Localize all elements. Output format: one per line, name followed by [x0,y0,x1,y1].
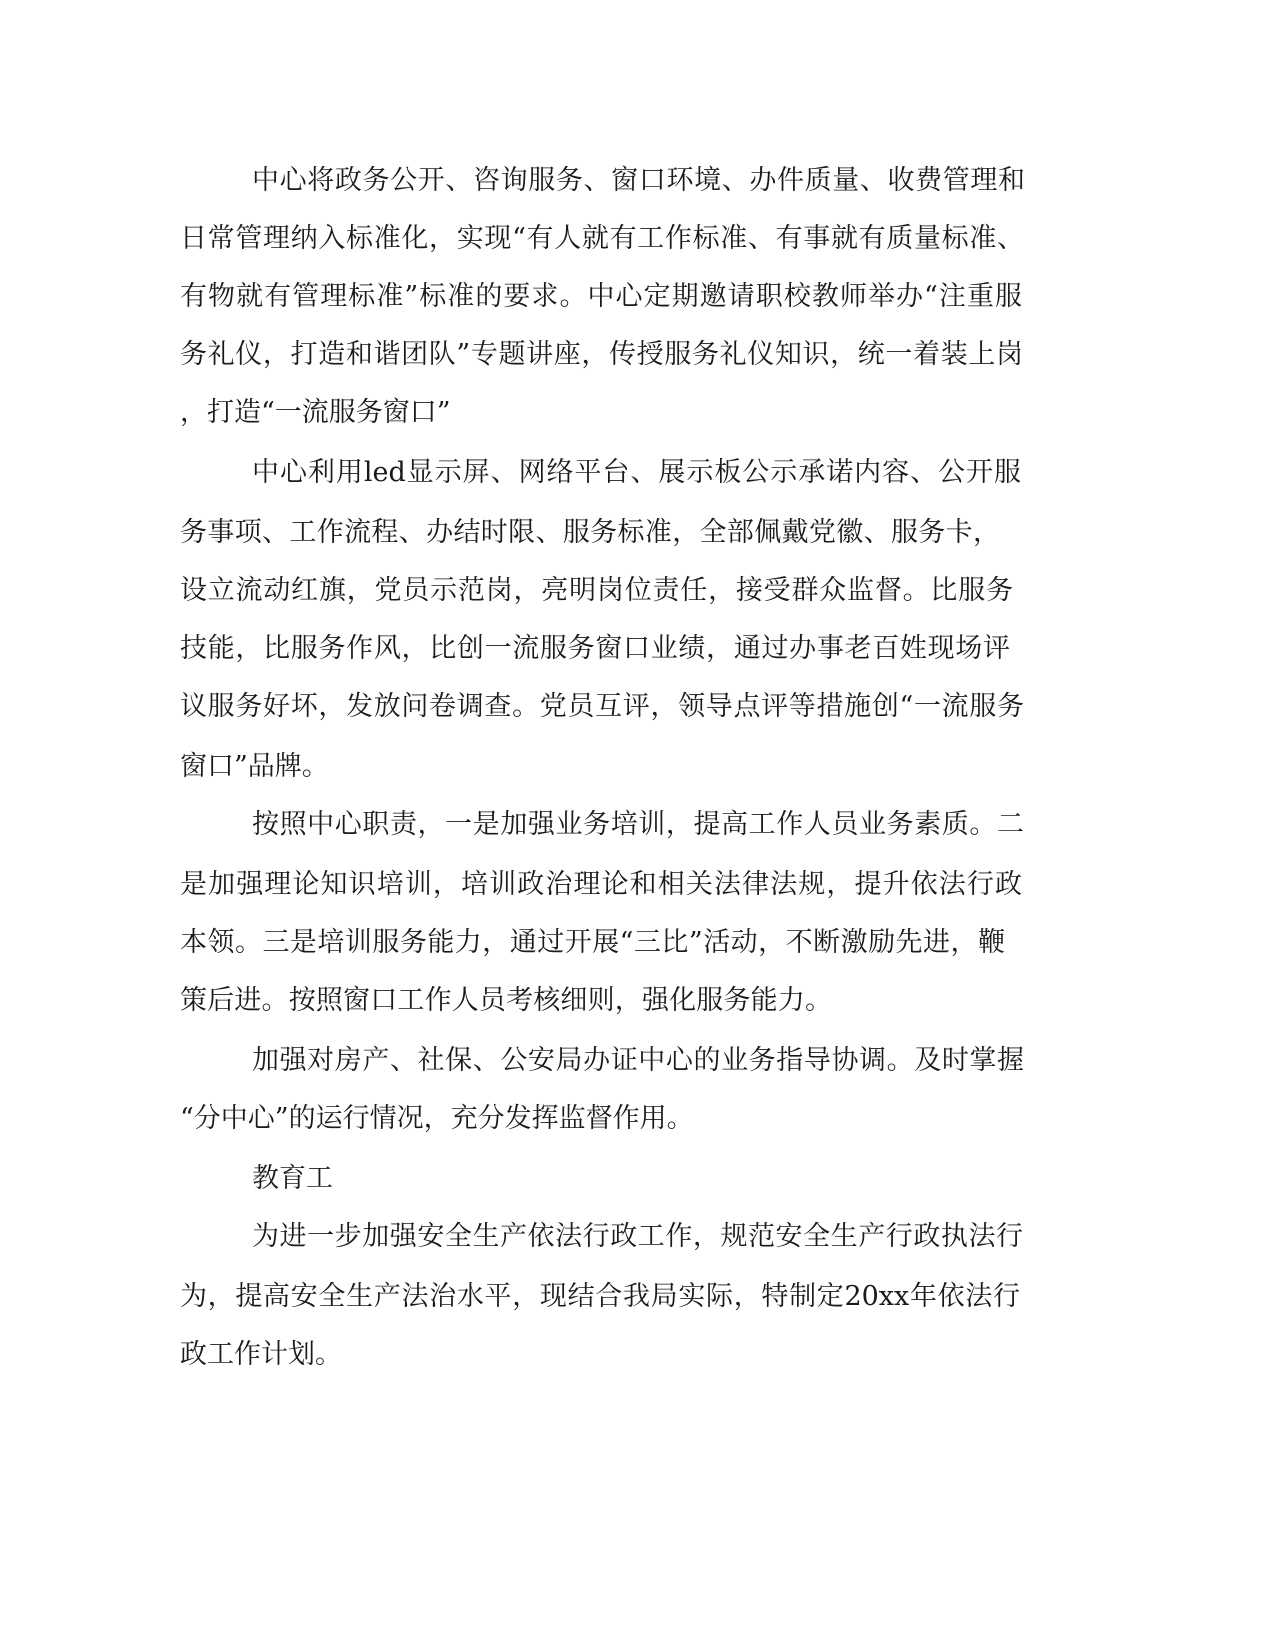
text-line-content: 本领。三是培训服务能力，通过开展“三比”活动，不断激励先进，鞭 [180,927,1005,958]
text-line [0,210,1275,268]
text-line [0,1268,1275,1326]
text-line [0,1326,1275,1384]
text-line-content: 务礼仪，打造和谐团队”专题讲座，传授服务礼仪知识，统一着装上岗 [180,339,1023,370]
text-line [0,738,1275,796]
text-line-content: 是加强理论知识培训，培训政治理论和相关法律法规，提升依法行政 [180,869,1022,900]
text-line-content: ，打造“一流服务窗口” [180,397,451,428]
text-line-content: 按照中心职责，一是加强业务培训，提高工作人员业务素质。二 [252,809,1024,840]
text-line-content: 为，提高安全生产法治水平，现结合我局实际，特制定20xx年依法行 [180,1281,1020,1312]
text-line [0,1208,1275,1266]
text-line [0,1090,1275,1148]
text-line-content: 教育工 [252,1163,333,1194]
text-line [0,384,1275,442]
text-line-content: 技能，比服务作风，比创一流服务窗口业绩，通过办事老百姓现场评 [180,633,1010,664]
text-line [0,152,1275,210]
text-line-content: 为进一步加强安全生产依法行政工作，规范安全生产行政执法行 [252,1221,1023,1252]
text-line [0,268,1275,326]
text-line-content: 加强对房产、社保、公安局办证中心的业务指导协调。及时掌握 [252,1045,1024,1076]
text-line [0,856,1275,914]
text-line-content: 议服务好坏，发放问卷调查。党员互评，领导点评等措施创“一流服务 [180,691,1024,722]
text-line [0,562,1275,620]
text-line [0,504,1275,562]
text-line-content: 政工作计划。 [180,1339,342,1370]
text-line [0,1150,1275,1208]
text-line [0,972,1275,1030]
text-line-content: 窗口”品牌。 [180,751,329,782]
text-line [0,326,1275,384]
text-line-content: 中心利用led显示屏、网络平台、展示板公示承诺内容、公开服 [252,457,1021,488]
text-line [0,914,1275,972]
text-line-content: 策后进。按照窗口工作人员考核细则，强化服务能力。 [180,985,832,1016]
text-line [0,620,1275,678]
text-line [0,444,1275,502]
text-line [0,796,1275,854]
text-line-content: 有物就有管理标准”标准的要求。中心定期邀请职校教师举办“注重服 [180,281,1022,312]
text-line-content: 务事项、工作流程、办结时限、服务标准，全部佩戴党徽、服务卡， [180,517,1000,548]
text-line-content: 中心将政务公开、咨询服务、窗口环境、办件质量、收费管理和 [252,165,1025,196]
text-line [0,1032,1275,1090]
text-line-content: 设立流动红旗，党员示范岗，亮明岗位责任，接受群众监督。比服务 [180,575,1013,606]
text-line-content: 日常管理纳入标准化，实现“有人就有工作标准、有事就有质量标准、 [180,223,1024,254]
text-line [0,678,1275,736]
text-line-content: “分中心”的运行情况，充分发挥监督作用。 [180,1103,694,1134]
